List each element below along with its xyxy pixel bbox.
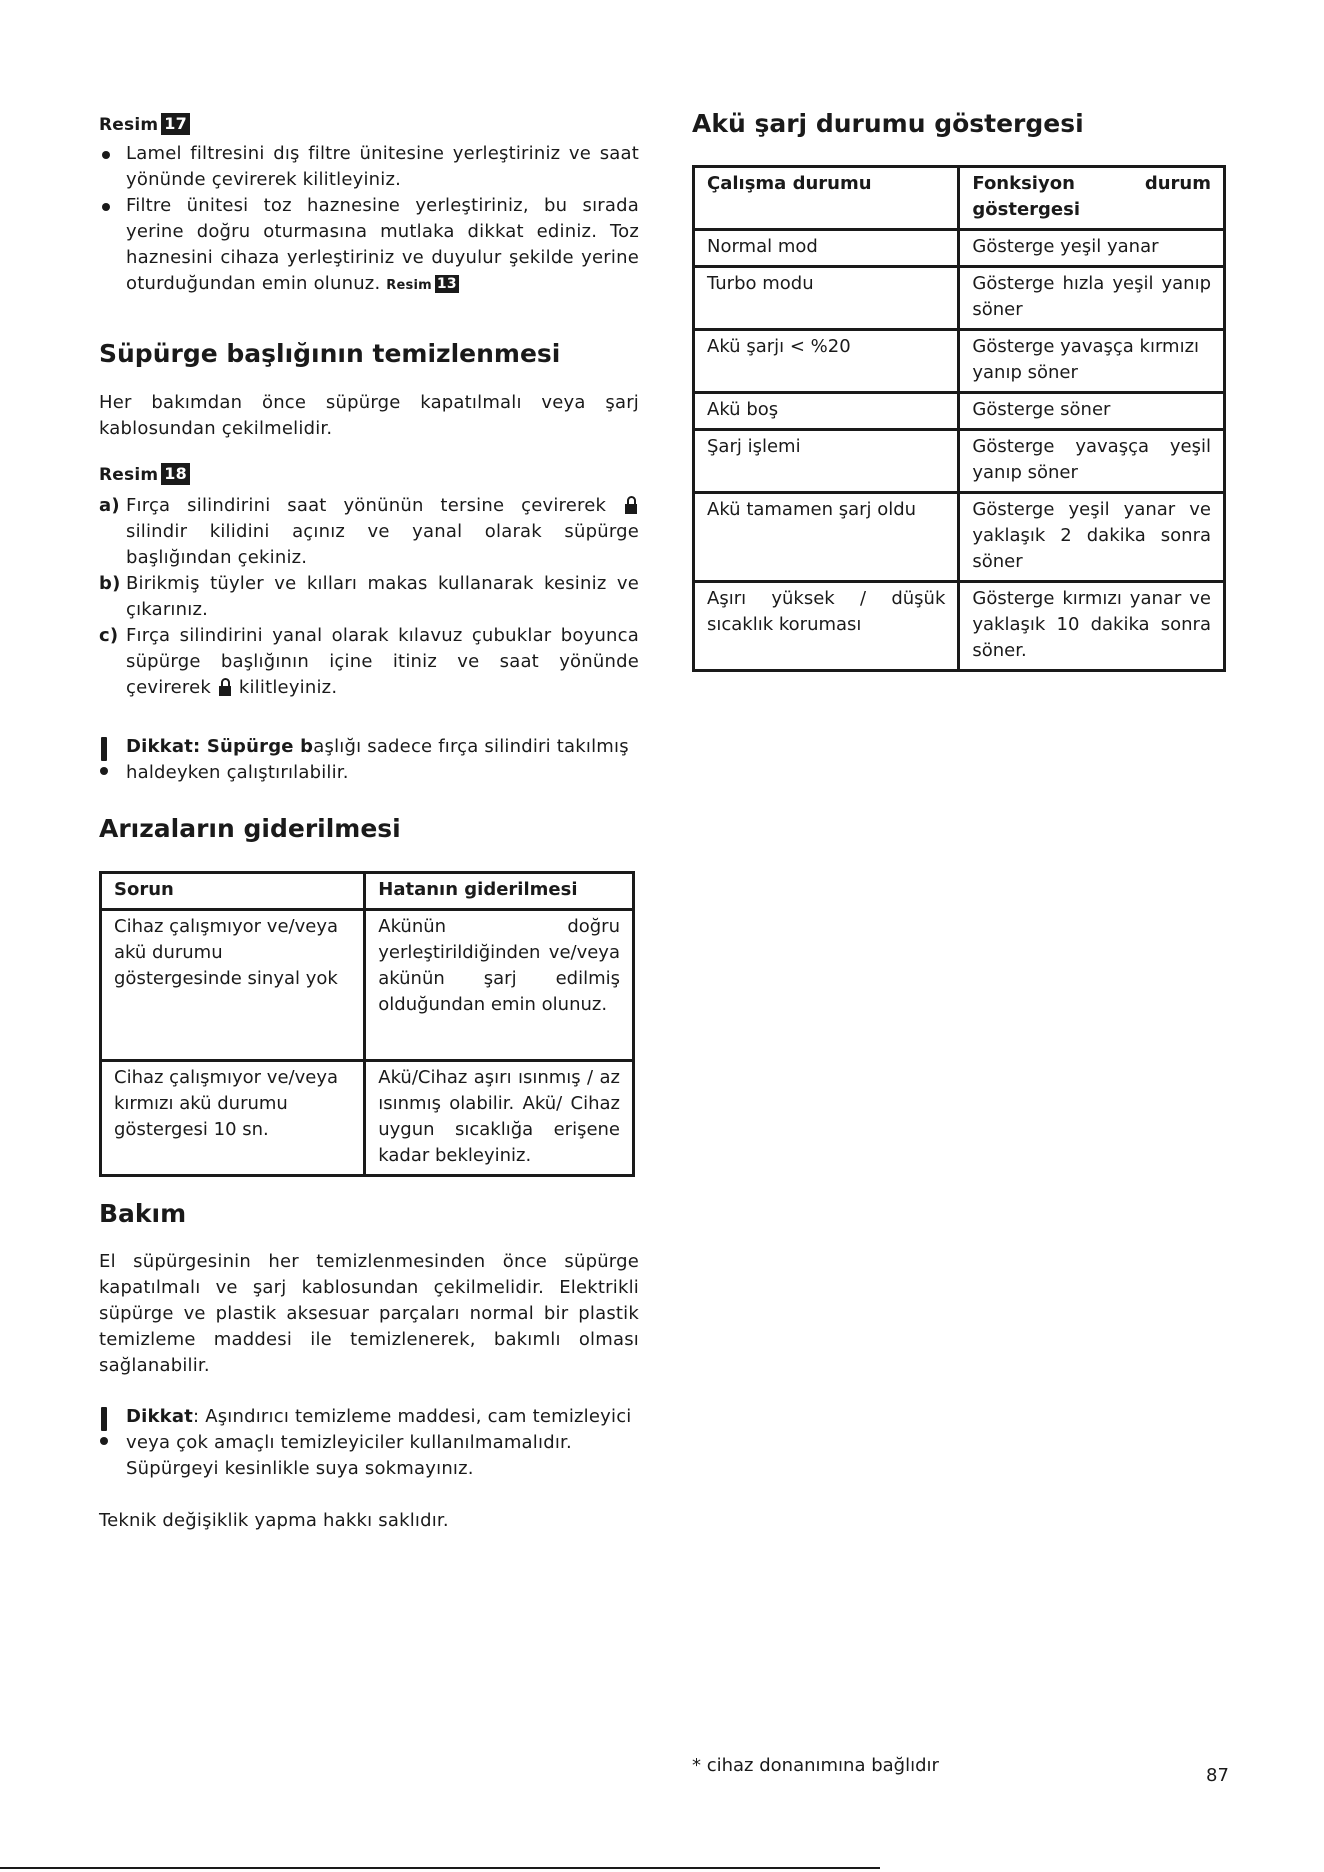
warning-icon xyxy=(99,1407,109,1451)
table-header-cell: Hatanın giderilmesi xyxy=(365,873,634,910)
warning-text: aşlığı sadece fırça silindiri takılmış haldeyken çalıştırılabilir. xyxy=(126,736,629,783)
table-cell: Akü şarjı < %20 xyxy=(694,330,959,393)
step-list xyxy=(99,493,639,701)
table-cell: Gösterge yavaşça kırmızı yanıp söner xyxy=(959,330,1225,393)
lock-closed-icon xyxy=(219,678,231,696)
table-cell: Akü boş xyxy=(694,393,959,430)
figure-ref-badge: 13 xyxy=(436,276,457,292)
figure-word: Resim xyxy=(99,115,159,135)
table-cell: Akü/Cihaz aşırı ısınmış / az ısınmış olabilir. Akü/ Cihaz uygun sıcaklığa erişene kadar bekleyiniz. xyxy=(365,1061,634,1176)
table-row xyxy=(694,430,1225,493)
table-header-cell: Çalışma durumu xyxy=(694,167,959,230)
list-item xyxy=(99,623,639,701)
table-row xyxy=(694,393,1225,430)
section-heading: Arızaların giderilmesi xyxy=(99,814,401,843)
step-letter: c) xyxy=(99,625,119,646)
step-text: Fırça silindirini yanal olarak kılavuz çubuklar boyunca süpürge başlığının içine itiniz ve saat yönünde çevirerek xyxy=(126,625,639,698)
warning-label: Dikkat xyxy=(126,1406,194,1427)
warning-note xyxy=(99,734,666,786)
table-row xyxy=(101,1061,634,1176)
faults-table xyxy=(99,871,635,1177)
step-letter: a) xyxy=(99,495,120,516)
figure-number-badge: 18 xyxy=(161,463,190,485)
step-text: silindir kilidini açınız ve yanal olarak süpürge başlığından çekiniz. xyxy=(126,521,639,568)
table-row xyxy=(694,582,1225,671)
figure-label xyxy=(99,463,639,487)
warning-label: Dikkat: Süpürge b xyxy=(126,736,314,757)
figure-label xyxy=(99,113,639,137)
paragraph: El süpürgesinin her temizlenmesinden önce süpürge kapatılmalı ve şarj kablosundan çekilmelidir. Elektrikli süpürge ve plastik aksesuar parçaları normal bir plastik temizleme maddesi ile temizlenerek, bakımlı olması sağlanabilir. xyxy=(99,1251,639,1376)
table-cell: Gösterge kırmızı yanar ve yaklaşık 10 dakika sonra söner. xyxy=(959,582,1225,671)
table-cell: Akünün doğru yerleştirildiğinden ve/veya akünün şarj edilmiş olduğundan emin olunuz. xyxy=(365,910,634,1061)
step-text: Birikmiş tüyler ve kılları makas kullanarak kesiniz ve çıkarınız. xyxy=(126,573,639,620)
step-letter: b) xyxy=(99,573,121,594)
list-item xyxy=(99,571,639,623)
table-cell: Gösterge hızla yeşil yanıp söner xyxy=(959,267,1225,330)
table-cell: Cihaz çalışmıyor ve/veya kırmızı akü durumu göstergesi 10 sn. xyxy=(101,1061,365,1176)
table-row xyxy=(101,910,634,1061)
table-cell: Gösterge yeşil yanar xyxy=(959,230,1225,267)
disclaimer: Teknik değişiklik yapma hakkı saklıdır. xyxy=(99,1510,449,1531)
list-item xyxy=(99,193,639,299)
section-heading: Süpürge başlığının temizlenmesi xyxy=(99,339,561,368)
table-row xyxy=(694,330,1225,393)
section-heading: Akü şarj durumu göstergesi xyxy=(692,109,1084,138)
bullet-list xyxy=(99,141,639,299)
footer-note: * cihaz donanımına bağlıdır xyxy=(692,1755,939,1776)
warning-icon xyxy=(99,737,109,781)
page-number: 87 xyxy=(1206,1765,1229,1786)
table-header-cell: Fonksiyon durum göstergesi xyxy=(959,167,1225,230)
paragraph: Her bakımdan önce süpürge kapatılmalı veya şarj kablosundan çekilmelidir. xyxy=(99,392,639,439)
fig17-block xyxy=(99,113,639,299)
step-text: kilitleyiniz. xyxy=(238,677,338,698)
table-cell: Cihaz çalışmıyor ve/veya akü durumu göstergesinde sinyal yok xyxy=(101,910,365,1061)
table-cell: Normal mod xyxy=(694,230,959,267)
table-row xyxy=(694,267,1225,330)
lock-open-icon xyxy=(625,496,637,514)
table-cell: Gösterge yavaşça yeşil yanıp söner xyxy=(959,430,1225,493)
table-cell: Aşırı yüksek / düşük sıcaklık koruması xyxy=(694,582,959,671)
table-header-cell: Sorun xyxy=(101,873,365,910)
section-heading: Bakım xyxy=(99,1199,187,1228)
table-header-row xyxy=(101,873,634,910)
list-item-text: Filtre ünitesi toz haznesine yerleştiriniz, bu sırada yerine doğru oturmasına mutlaka dikkat ediniz. Toz haznesini cihaza yerleştiriniz ve duyulur şekilde yerine oturduğundan emin olunuz. xyxy=(126,195,639,294)
table-row xyxy=(694,230,1225,267)
battery-status-table xyxy=(692,165,1226,672)
table-cell: Gösterge yeşil yanar ve yaklaşık 2 dakika sonra söner xyxy=(959,493,1225,582)
figure-ref-word: Resim xyxy=(386,278,432,293)
step-text: Fırça silindirini saat yönünün tersine çevirerek xyxy=(126,495,607,516)
table-cell: Şarj işlemi xyxy=(694,430,959,493)
table-cell: Turbo modu xyxy=(694,267,959,330)
list-item: Lamel filtresini dış filtre ünitesine yerleştiriniz ve saat yönünde çevirerek kilitleyiniz. xyxy=(99,141,639,193)
divider xyxy=(0,1867,880,1869)
list-item xyxy=(99,493,639,571)
fig18-block xyxy=(99,463,639,701)
table-row xyxy=(694,493,1225,582)
warning-note xyxy=(99,1404,666,1482)
table-header-row xyxy=(694,167,1225,230)
table-cell: Akü tamamen şarj oldu xyxy=(694,493,959,582)
figure-number-badge: 17 xyxy=(161,113,190,135)
figure-word: Resim xyxy=(99,465,159,485)
warning-text: : Aşındırıcı temizleme maddesi, cam temizleyici veya çok amaçlı temizleyiciler kullanılmamalıdır. Süpürgeyi kesinlikle suya sokmayınız. xyxy=(126,1406,632,1479)
table-cell: Gösterge söner xyxy=(959,393,1225,430)
